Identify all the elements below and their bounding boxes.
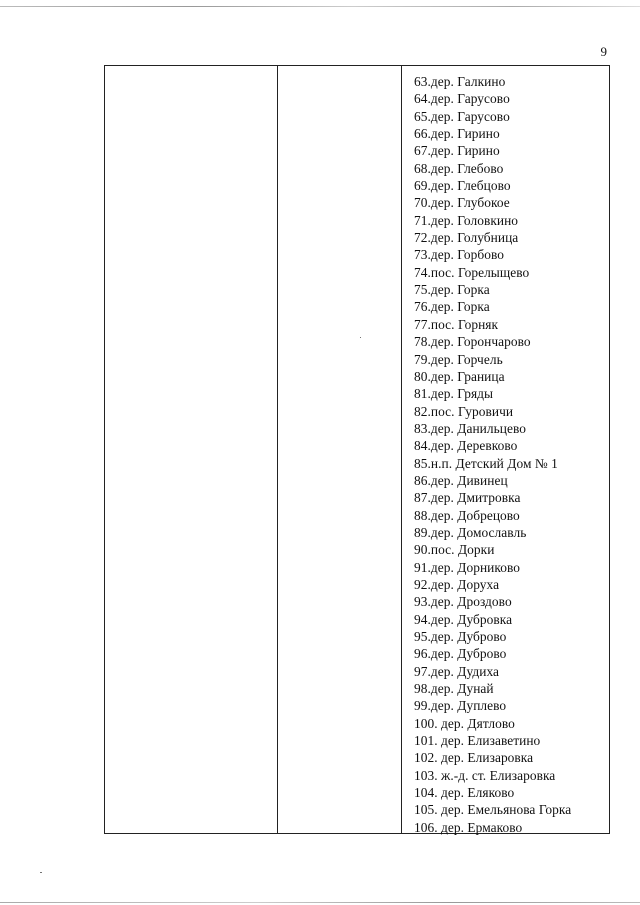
settlement-list-item: 64.дер. Гарусово [414, 91, 510, 107]
scan-speck [360, 337, 361, 338]
settlement-list-item: 66.дер. Гирино [414, 126, 500, 142]
settlement-list-item: 99.дер. Дуплево [414, 698, 507, 714]
settlement-list-item: 102. дер. Елизаровка [414, 750, 534, 766]
settlement-list-item: 68.дер. Глебово [414, 160, 504, 176]
table-column-3 [402, 66, 610, 833]
settlement-list-item: 75.дер. Горка [414, 282, 490, 298]
settlement-list-item: 105. дер. Емельянова Горка [414, 802, 572, 818]
settlement-list-item: 76.дер. Горка [414, 299, 490, 315]
settlement-list-item: 100. дер. Дятлово [414, 715, 515, 731]
settlement-list-item: 106. дер. Ермаково [414, 819, 523, 835]
settlement-list-item: 73.дер. Горбово [414, 247, 505, 263]
settlement-list-item: 94.дер. Дубровка [414, 611, 513, 627]
settlement-list-item: 89.дер. Домославль [414, 524, 527, 540]
settlement-list-item: 83.дер. Данильцево [414, 420, 527, 436]
page-number: 9 [600, 44, 607, 59]
settlement-list-item: 93.дер. Дроздово [414, 594, 512, 610]
scan-edge-top [0, 6, 640, 7]
settlement-list-item: 104. дер. Еляково [414, 785, 515, 801]
settlement-list-item: 91.дер. Дорниково [414, 559, 521, 575]
settlement-list-item: 79.дер. Горчель [414, 351, 503, 367]
settlement-list-item: 96.дер. Дуброво [414, 646, 507, 662]
table-column-2 [278, 66, 401, 833]
settlement-list-item: 72.дер. Голубница [414, 230, 519, 246]
settlement-list-item: 97.дер. Дудиха [414, 663, 500, 679]
scan-speck [40, 872, 42, 873]
settlement-list-item: 95.дер. Дуброво [414, 629, 507, 644]
scan-edge-bottom [0, 902, 640, 903]
settlement-list-item: 101. дер. Елизаветино [414, 733, 541, 749]
settlement-list-item: 87.дер. Дмитровка [414, 490, 521, 506]
settlement-list-item: 70.дер. Глубокое [414, 195, 510, 211]
settlements-table [104, 65, 610, 834]
settlement-list-item: 84.дер. Деревково [414, 438, 518, 454]
settlement-list-item: 71.дер. Головкино [414, 212, 519, 228]
settlement-list-item: 77.пос. Горняк [414, 316, 499, 332]
settlement-list-item: 67.дер. Гирино [414, 143, 500, 159]
settlement-list-item: 88.дер. Добрецово [414, 507, 520, 523]
settlement-list-item: 82.пос. Гуровичи [414, 403, 514, 419]
settlement-list-item: 78.дер. Горончарово [414, 334, 531, 350]
settlement-list-item: 85.н.п. Детский Дом № 1 [414, 455, 558, 471]
settlement-list-item: 65.дер. Гарусово [414, 108, 510, 124]
settlement-list-item: 92.дер. Доруха [414, 576, 500, 592]
settlement-list-item: 98.дер. Дунай [414, 681, 494, 697]
table-column-1 [105, 66, 277, 833]
settlement-list-item: 80.дер. Граница [414, 368, 505, 384]
settlement-list-item: 63.дер. Галкино [414, 74, 506, 89]
settlement-list-item: 86.дер. Дивинец [414, 472, 508, 488]
settlement-list-item: 74.пос. Горелыщево [414, 264, 530, 280]
settlement-list-item: 69.дер. Глебцово [414, 178, 511, 194]
settlement-list-item: 81.дер. Гряды [414, 386, 494, 402]
settlement-list [414, 73, 571, 836]
settlement-list-item: 90.пос. Дорки [414, 542, 495, 558]
settlement-list-item: 103. ж.-д. ст. Елизаровка [414, 767, 556, 783]
